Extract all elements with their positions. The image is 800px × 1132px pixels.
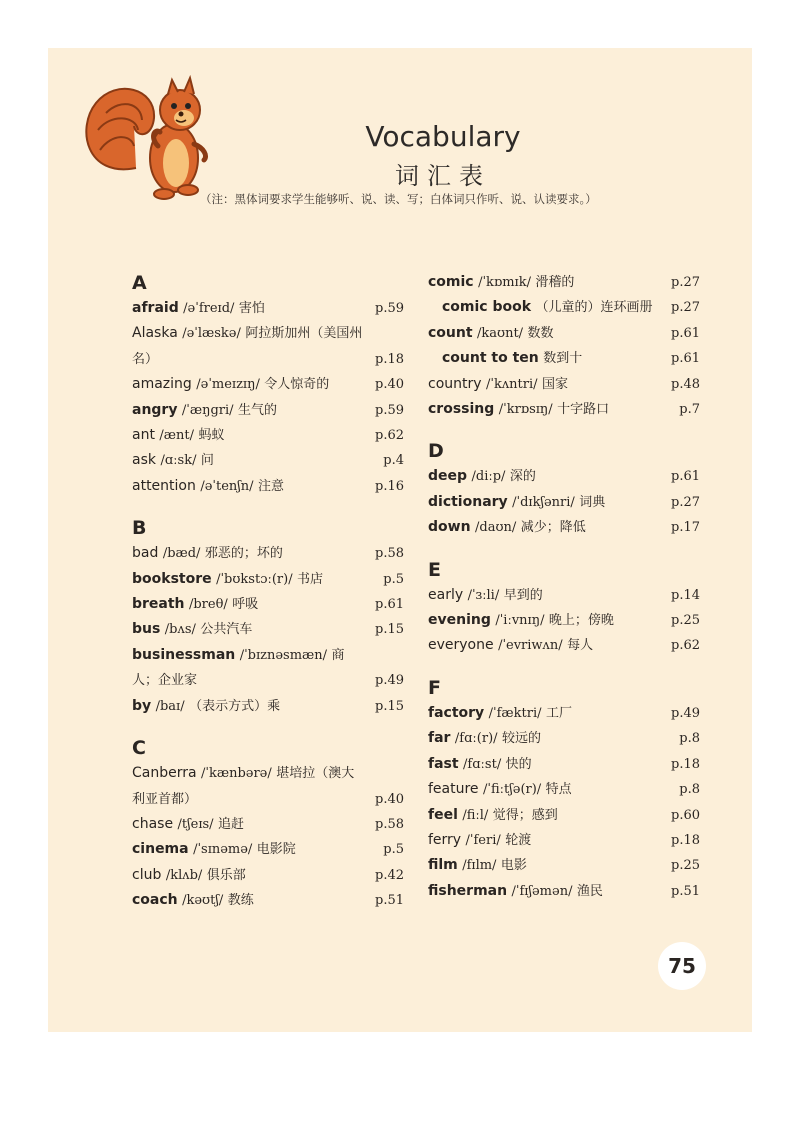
entry-phonetic: /bæd/ bbox=[162, 546, 201, 562]
entry-meaning: 电影院 bbox=[256, 842, 296, 858]
entry-meaning: 蚂蚁 bbox=[198, 428, 225, 444]
entry-meaning: 早到的 bbox=[503, 587, 543, 603]
entry-meaning: 教练 bbox=[227, 893, 254, 909]
vocab-column-right bbox=[428, 270, 700, 904]
vocab-entry bbox=[428, 879, 700, 904]
vocab-entry bbox=[132, 372, 404, 397]
entry-meaning: 轮渡 bbox=[505, 832, 532, 848]
entry-phonetic: /ˈɜːli/ bbox=[467, 587, 500, 603]
entry-meaning: 俱乐部 bbox=[206, 867, 246, 883]
page-number: 75 bbox=[658, 942, 706, 990]
entry-phonetic: /ˈsɪnəmə/ bbox=[193, 842, 253, 858]
entry-phonetic: /ˈfiːtʃə(r)/ bbox=[483, 782, 542, 798]
section-letter: F bbox=[428, 676, 441, 699]
entry-word: film bbox=[428, 857, 458, 874]
entry-page-ref: p.61 bbox=[671, 351, 700, 367]
vocab-entry bbox=[132, 474, 404, 499]
section-letter: C bbox=[132, 737, 146, 760]
entry-word: fast bbox=[428, 755, 459, 772]
entry-word: attention bbox=[132, 477, 196, 494]
entry-word: feel bbox=[428, 806, 458, 823]
entry-meaning: 电影 bbox=[500, 858, 527, 874]
entry-word: ferry bbox=[428, 831, 462, 848]
vocab-entry bbox=[132, 694, 404, 719]
entry-phonetic: /daʊn/ bbox=[475, 520, 517, 536]
vocab-entry bbox=[132, 541, 404, 566]
entry-page-ref: p.27 bbox=[671, 275, 700, 290]
entry-word: Canberra bbox=[132, 765, 197, 782]
entry-page-ref: p.51 bbox=[375, 893, 404, 909]
entry-word: early bbox=[428, 586, 464, 603]
vocab-entry bbox=[132, 617, 404, 642]
entry-phonetic: /klʌb/ bbox=[165, 867, 203, 883]
entry-meaning: 商人；企业家 bbox=[132, 647, 345, 689]
entry-page-ref: p.5 bbox=[383, 571, 404, 587]
entry-word: Alaska bbox=[132, 325, 178, 342]
vocab-entry bbox=[428, 346, 700, 371]
entry-meaning: 阿拉斯加州（美国州名） bbox=[132, 326, 363, 367]
entry-page-ref: p.48 bbox=[671, 376, 700, 392]
entry-word: ant bbox=[132, 427, 155, 444]
entry-meaning: 公共汽车 bbox=[200, 622, 253, 638]
entry-phonetic: /əˈlæskə/ bbox=[182, 326, 241, 342]
entry-word: by bbox=[132, 697, 152, 714]
entry-page-ref: p.40 bbox=[375, 791, 404, 807]
entry-page-ref: p.58 bbox=[375, 546, 404, 562]
entry-meaning: 生气的 bbox=[238, 402, 278, 418]
entry-word: bookstore bbox=[132, 570, 212, 587]
entry-meaning: 滑稽的 bbox=[535, 275, 575, 290]
vocab-entry bbox=[132, 863, 404, 888]
entry-word: feature bbox=[428, 781, 479, 798]
entry-meaning: 数到十 bbox=[543, 351, 583, 367]
vocab-entry bbox=[428, 515, 700, 540]
entry-word: chase bbox=[132, 815, 174, 832]
entry-word: count to ten bbox=[442, 350, 539, 367]
entry-phonetic: /ˈfɪʃəmən/ bbox=[511, 883, 573, 899]
entry-page-ref: p.18 bbox=[671, 832, 700, 848]
entry-meaning: 晚上；傍晚 bbox=[548, 613, 614, 629]
entry-page-ref: p.60 bbox=[671, 807, 700, 823]
entry-page-ref: p.27 bbox=[671, 494, 700, 510]
vocab-entry bbox=[132, 423, 404, 448]
entry-phonetic: /ˈferi/ bbox=[465, 832, 501, 848]
vocab-entry bbox=[132, 837, 404, 862]
entry-meaning: 觉得；感到 bbox=[492, 807, 558, 823]
entry-word: businessman bbox=[132, 646, 236, 663]
entry-phonetic: /ænt/ bbox=[159, 428, 194, 444]
entry-word: bad bbox=[132, 545, 159, 562]
page-title: Vocabulary bbox=[365, 120, 521, 153]
entry-page-ref: p.16 bbox=[375, 478, 404, 494]
page-subtitle: 词汇表 bbox=[395, 162, 491, 190]
entry-meaning: 国家 bbox=[541, 376, 568, 392]
entry-word: count bbox=[428, 324, 473, 341]
entry-page-ref: p.5 bbox=[383, 842, 404, 858]
entry-word: amazing bbox=[132, 376, 192, 393]
entry-meaning: 每人 bbox=[567, 638, 594, 654]
entry-word: cinema bbox=[132, 841, 189, 858]
entry-phonetic: /əˈmeɪzɪŋ/ bbox=[196, 377, 260, 393]
entry-meaning: 注意 bbox=[258, 478, 285, 494]
entry-meaning: 追赶 bbox=[218, 816, 245, 832]
entry-page-ref: p.15 bbox=[375, 622, 404, 638]
entry-phonetic: /ˈkɒmɪk/ bbox=[478, 275, 531, 290]
entry-meaning: 减少；降低 bbox=[520, 520, 586, 536]
vocab-entry bbox=[428, 583, 700, 608]
entry-phonetic: /ˈkʌntri/ bbox=[486, 376, 538, 392]
entry-meaning: 邪恶的；坏的 bbox=[204, 546, 283, 562]
vocab-entry bbox=[428, 397, 700, 422]
entry-phonetic: /tʃeɪs/ bbox=[177, 816, 214, 832]
vocab-entry bbox=[428, 853, 700, 878]
entry-meaning: 词典 bbox=[579, 494, 606, 510]
entry-page-ref: p.49 bbox=[375, 673, 404, 689]
entry-page-ref: p.7 bbox=[679, 402, 700, 418]
vocab-entry bbox=[428, 701, 700, 726]
section-letter: B bbox=[132, 517, 147, 540]
usage-note: （注：黑体词要求学生能够听、说、读、写；白体词只作听、说、认读要求。） bbox=[200, 192, 597, 206]
section-letter: E bbox=[428, 558, 441, 581]
entry-page-ref: p.14 bbox=[671, 587, 700, 603]
entry-page-ref: p.17 bbox=[671, 520, 700, 536]
entry-meaning: 快的 bbox=[505, 756, 532, 772]
vocab-entry bbox=[428, 321, 700, 346]
entry-meaning: 工厂 bbox=[545, 705, 572, 721]
entry-phonetic: /fiːl/ bbox=[462, 807, 489, 823]
vocab-column-left bbox=[132, 270, 404, 914]
entry-word: factory bbox=[428, 704, 485, 721]
vocab-entry bbox=[132, 888, 404, 913]
entry-page-ref: p.4 bbox=[383, 453, 404, 469]
vocab-entry bbox=[428, 490, 700, 515]
entry-page-ref: p.25 bbox=[671, 858, 700, 874]
entry-meaning: 渔民 bbox=[576, 883, 603, 899]
entry-meaning: 问 bbox=[200, 453, 214, 469]
entry-page-ref: p.62 bbox=[671, 638, 700, 654]
entry-phonetic: /ˈdɪkʃənri/ bbox=[512, 494, 575, 510]
vocab-entry bbox=[428, 777, 700, 802]
entry-meaning: 十字路口 bbox=[557, 402, 610, 418]
entry-page-ref: p.42 bbox=[375, 867, 404, 883]
entry-meaning: （表示方式）乘 bbox=[189, 698, 281, 714]
entry-word: comic book bbox=[442, 299, 532, 316]
entry-page-ref: p.62 bbox=[375, 428, 404, 444]
entry-page-ref: p.58 bbox=[375, 816, 404, 832]
entry-phonetic: /kəʊtʃ/ bbox=[182, 893, 224, 909]
entry-page-ref: p.61 bbox=[375, 597, 404, 613]
entry-phonetic: /ˈbʊkstɔː(r)/ bbox=[216, 571, 293, 587]
entry-meaning: 害怕 bbox=[238, 301, 265, 316]
vocab-entry bbox=[428, 295, 700, 320]
entry-word: crossing bbox=[428, 401, 495, 418]
vocab-entry bbox=[132, 448, 404, 473]
entry-phonetic: /ˈkrɒsɪŋ/ bbox=[498, 402, 553, 418]
entry-phonetic: /əˈtenʃn/ bbox=[200, 478, 254, 494]
entry-word: far bbox=[428, 730, 451, 747]
entry-word: comic bbox=[428, 274, 474, 290]
entry-page-ref: p.18 bbox=[375, 351, 404, 367]
entry-phonetic: /ˈfæktri/ bbox=[488, 705, 542, 721]
vocab-entry bbox=[428, 372, 700, 397]
entry-phonetic: /breθ/ bbox=[188, 597, 228, 613]
entry-word: club bbox=[132, 866, 162, 883]
entry-meaning: 堪培拉（澳大利亚首都） bbox=[132, 766, 355, 807]
vocab-entry bbox=[132, 643, 404, 694]
vocab-entry bbox=[428, 752, 700, 777]
entry-meaning: 深的 bbox=[509, 469, 536, 485]
entry-word: deep bbox=[428, 468, 468, 485]
vocab-entry bbox=[132, 567, 404, 592]
entry-page-ref: p.8 bbox=[679, 782, 700, 798]
entry-page-ref: p.18 bbox=[671, 756, 700, 772]
entry-phonetic: /fɪlm/ bbox=[462, 858, 497, 874]
entry-meaning: （儿童的）连环画册 bbox=[535, 300, 653, 316]
entry-meaning: 较远的 bbox=[502, 731, 542, 747]
entry-word: everyone bbox=[428, 637, 494, 654]
entry-word: evening bbox=[428, 612, 491, 629]
entry-page-ref: p.25 bbox=[671, 613, 700, 629]
entry-word: down bbox=[428, 519, 471, 536]
entry-phonetic: /fɑː(r)/ bbox=[454, 731, 498, 747]
entry-page-ref: p.49 bbox=[671, 705, 700, 721]
vocab-entry bbox=[132, 592, 404, 617]
entry-phonetic: /ˈæŋgri/ bbox=[181, 402, 234, 418]
entry-meaning: 令人惊奇的 bbox=[264, 377, 330, 393]
entry-phonetic: /ˈevriwʌn/ bbox=[498, 638, 563, 654]
entry-page-ref: p.15 bbox=[375, 698, 404, 714]
vocab-entry bbox=[428, 828, 700, 853]
vocab-entry bbox=[428, 726, 700, 751]
section-letter: A bbox=[132, 272, 147, 294]
entry-word: afraid bbox=[132, 300, 179, 316]
vocab-entry bbox=[428, 633, 700, 658]
entry-page-ref: p.61 bbox=[671, 469, 700, 485]
entry-word: dictionary bbox=[428, 493, 508, 510]
entry-meaning: 书店 bbox=[297, 571, 324, 587]
entry-phonetic: /ˈiːvnɪŋ/ bbox=[495, 613, 545, 629]
entry-phonetic: /əˈfreɪd/ bbox=[183, 301, 235, 316]
entry-word: fisherman bbox=[428, 882, 508, 899]
entry-phonetic: /ˈbɪznəsmæn/ bbox=[239, 647, 328, 663]
squirrel-icon bbox=[76, 68, 216, 208]
entry-phonetic: /fɑːst/ bbox=[463, 756, 502, 772]
entry-word: country bbox=[428, 375, 482, 392]
section-letter: D bbox=[428, 440, 444, 463]
entry-meaning: 呼吸 bbox=[232, 597, 259, 613]
vocab-entry bbox=[428, 803, 700, 828]
entry-phonetic: /baɪ/ bbox=[155, 698, 185, 714]
entry-word: ask bbox=[132, 452, 156, 469]
vocab-entry bbox=[428, 608, 700, 633]
vocab-entry bbox=[132, 296, 404, 321]
vocab-entry bbox=[132, 321, 404, 372]
entry-word: angry bbox=[132, 401, 178, 418]
vocab-entry bbox=[428, 464, 700, 489]
entry-phonetic: /bʌs/ bbox=[164, 622, 196, 638]
entry-phonetic: /diːp/ bbox=[471, 469, 506, 485]
entry-page-ref: p.8 bbox=[679, 731, 700, 747]
entry-meaning: 特点 bbox=[545, 782, 572, 798]
entry-page-ref: p.51 bbox=[671, 883, 700, 899]
entry-page-ref: p.59 bbox=[375, 301, 404, 316]
entry-phonetic: /ɑːsk/ bbox=[160, 453, 197, 469]
entry-page-ref: p.40 bbox=[375, 377, 404, 393]
entry-phonetic: /kaʊnt/ bbox=[477, 325, 524, 341]
entry-word: bus bbox=[132, 621, 161, 638]
entry-page-ref: p.61 bbox=[671, 325, 700, 341]
entry-meaning: 数数 bbox=[527, 325, 554, 341]
entry-page-ref: p.59 bbox=[375, 402, 404, 418]
entry-page-ref: p.27 bbox=[671, 300, 700, 316]
vocabulary-page bbox=[48, 48, 752, 1032]
vocab-entry bbox=[132, 398, 404, 423]
vocab-entry bbox=[428, 270, 700, 295]
vocab-entry bbox=[132, 761, 404, 812]
vocab-entry bbox=[132, 812, 404, 837]
entry-phonetic: /ˈkænbərə/ bbox=[201, 766, 272, 782]
entry-word: coach bbox=[132, 892, 178, 909]
entry-word: breath bbox=[132, 596, 185, 613]
